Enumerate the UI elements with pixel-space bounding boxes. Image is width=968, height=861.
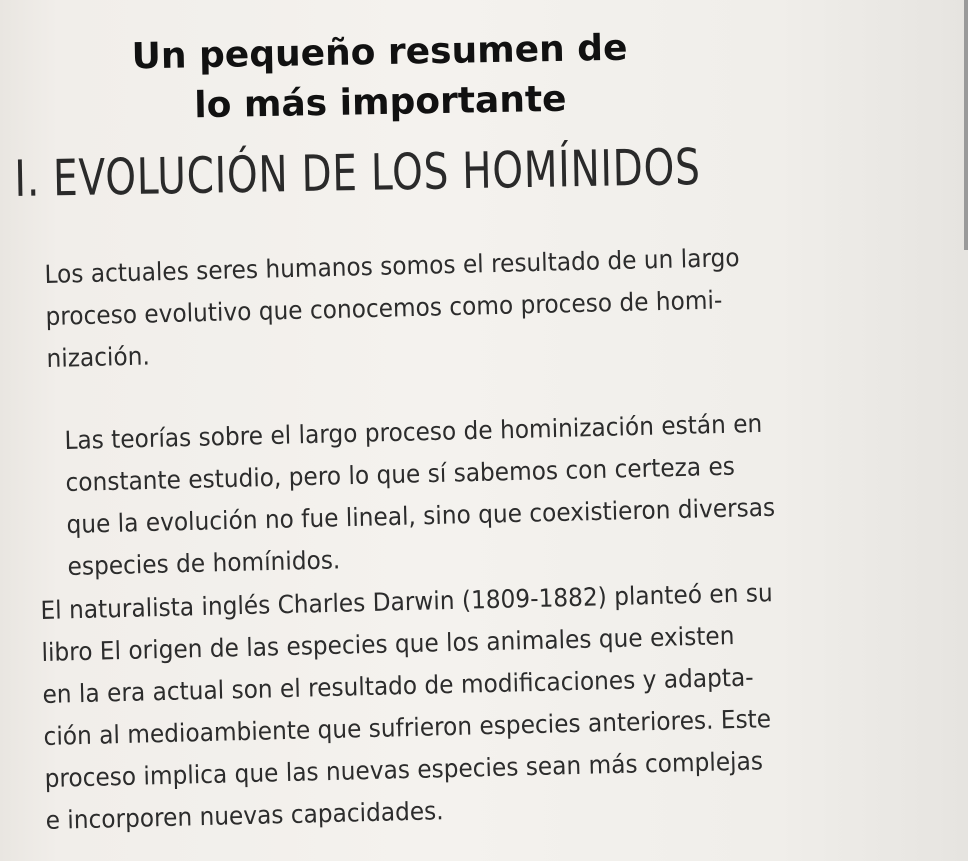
paragraph-line: libro El origen de las especies que los animales que existen [41,621,735,667]
paragraph-line: que la evolución no fue lineal, sino que coexistieron diversas [66,492,776,539]
paragraph-line: Las teorías sobre el largo proceso de hominización están en [64,408,763,455]
paragraph-line: en la era actual son el resultado de modificaciones y adapta- [42,662,754,709]
paragraph-line: proceso implica que las nuevas especies sean más complejas [44,746,764,793]
paragraph-2 [64,400,868,587]
paragraph-line: proceso evolutivo que conocemos como proceso de homi- [45,285,723,331]
caption-line-2: lo más importante [193,78,567,127]
paragraph-1 [44,234,865,380]
handwritten-caption [99,23,661,133]
section-title: I. EVOLUCIÓN DE LOS HOMÍNIDOS [14,138,702,208]
paragraph-3 [40,570,883,842]
page-edge-shadow [964,0,968,250]
paragraph-line: constante estudio, pero lo que sí sabemos con certeza es [65,451,736,497]
caption-line-1: Un pequeño resumen de [131,27,628,78]
paragraph-line: e incorporen nuevas capacidades. [45,796,444,835]
paragraph-line: Los actuales seres humanos somos el resultado de un largo [44,243,740,289]
paragraph-line: El naturalista inglés Charles Darwin (1809-1882) planteó en su [40,578,773,625]
paragraph-line: nización. [46,341,151,373]
paragraph-line: ción al medioambiente que sufrieron especies anteriores. Este [43,704,772,751]
paragraph-line: especies de homínidos. [67,545,341,581]
